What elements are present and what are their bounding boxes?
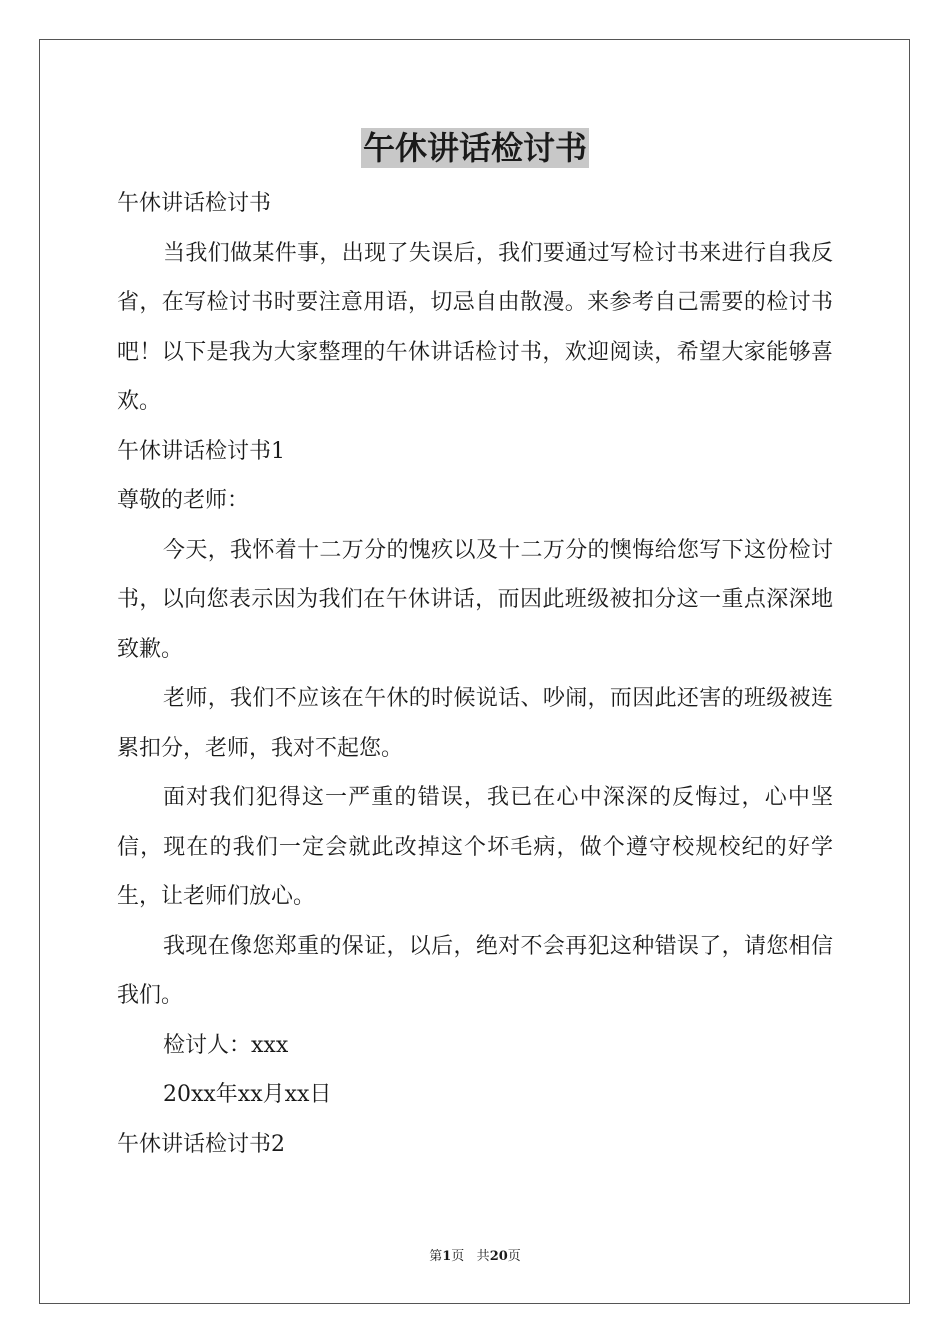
paragraph: 面对我们犯得这一严重的错误，我已在心中深深的反悔过，心中坚信，现在的我们一定会就此改掉这个坏毛病，做个遵守校规校纪的好学生，让老师们放心。 [117,785,833,909]
footer-total-unit: 页 [507,1249,521,1264]
section-heading: 午休讲话检讨书1 [117,438,285,464]
total-pages-number: 20 [489,1249,508,1264]
footer-prefix: 第 [429,1249,443,1264]
salutation: 尊敬的老师： [117,488,250,513]
current-page-number: 1 [442,1249,452,1264]
footer-page-unit: 页 [451,1249,465,1264]
date-line: 20xx年xx月xx日 [163,1082,332,1107]
title-container [0,128,950,168]
paragraph: 今天，我怀着十二万分的愧疚以及十二万分的懊悔给您写下这份检讨书，以向您表示因为我们在午休讲话，而因此班级被扣分这一重点深深地致歉。 [117,537,833,662]
document-title: 午休讲话检讨书 [362,129,587,167]
paragraph: 当我们做某件事，出现了失误后，我们要通过写检讨书来进行自我反省，在写检讨书时要注意用语，切忌自由散漫。来参考自己需要的检讨书吧！以下是我为大家整理的午休讲话检讨书，欢迎阅读，希望大家能够喜欢。 [117,240,833,414]
signature-line: 检讨人：xxx [163,1032,289,1058]
paragraph: 我现在像您郑重的保证，以后，绝对不会再犯这种错误了，请您相信我们。 [117,933,833,1008]
paragraph: 午休讲话检讨书 [117,191,272,216]
footer-total-prefix: 共 [476,1249,490,1264]
paragraph: 老师，我们不应该在午休的时候说话、吵闹，而因此还害的班级被连累扣分，老师，我对不起您。 [117,686,833,761]
page-footer [0,1248,950,1266]
document-body [117,179,833,1169]
section-heading: 午休讲话检讨书2 [117,1131,285,1157]
